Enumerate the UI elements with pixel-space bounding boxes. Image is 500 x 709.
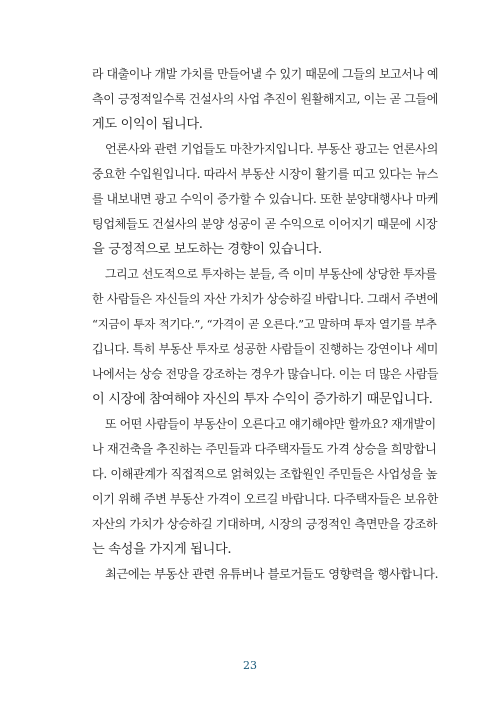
text-line: 을 긍정적으로 보도하는 경향이 있습니다. [92, 242, 322, 257]
text-line: 팅업체들도 건설사의 분양 성공이 곧 수익으로 이어지기 때문에 시장 [92, 217, 438, 231]
text-line: 라 대출이나 개발 가치를 만들어낼 수 있기 때문에 그들의 보고서나 예 [92, 67, 439, 81]
text-line: 이기 위해 주변 부동산 가격이 오르길 바랍니다. 다주택자들은 보유한 [92, 492, 438, 506]
text-line: 그리고 선도적으로 투자하는 분들, 즉 이미 부동산에 상당한 투자를 [105, 267, 437, 281]
text-line: 또 어떤 사람들이 부동산이 오른다고 얘기해야만 할까요? 재개발이 [105, 417, 436, 431]
text-line: 나에서는 상승 전망을 강조하는 경우가 많습니다. 이는 더 많은 사람들 [92, 367, 439, 381]
text-line: 언론사와 관련 기업들도 마찬가지입니다. 부동산 광고는 언론사의 [105, 142, 439, 156]
text-line: 게도 이익이 됩니다. [92, 117, 203, 132]
text-line: 는 속성을 가지게 됩니다. [92, 542, 232, 557]
text-line: 한 사람들은 자신들의 자산 가치가 상승하길 바랍니다. 그래서 주변에 [92, 292, 438, 306]
text-line: 이 시장에 참여해야 자신의 투자 수익이 증가하기 때문입니다. [92, 392, 433, 407]
text-line: 다. 이해관계가 직접적으로 얽혀있는 조합원인 주민들은 사업성을 높 [92, 467, 438, 481]
text-line: “지금이 투자 적기다.”, “가격이 곧 오른다.”고 말하며 투자 열기를 부추 [92, 317, 437, 331]
text-line: 자산의 가치가 상승하길 기대하며, 시장의 긍정적인 측면만을 강조하 [92, 517, 438, 531]
body-text [92, 62, 438, 587]
text-line: 측이 긍정적일수록 건설사의 사업 추진이 원활해지고, 이는 곧 그들에 [92, 92, 438, 106]
text-line: 중요한 수입원입니다. 따라서 부동산 시장이 활기를 띠고 있다는 뉴스 [92, 167, 438, 181]
text-line: 최근에는 부동산 관련 유튜버나 블로거들도 영향력을 행사합니다. [105, 567, 439, 581]
text-line: 를 내보내면 광고 수익이 증가할 수 있습니다. 또한 분양대행사나 마케 [92, 192, 439, 206]
text-line: 나 재건축을 추진하는 주민들과 다주택자들도 가격 상승을 희망합니 [92, 442, 437, 456]
text-line: 깁니다. 특히 부동산 투자로 성공한 사람들이 진행하는 강연이나 세미 [92, 342, 438, 356]
page-number: 23 [243, 659, 257, 672]
